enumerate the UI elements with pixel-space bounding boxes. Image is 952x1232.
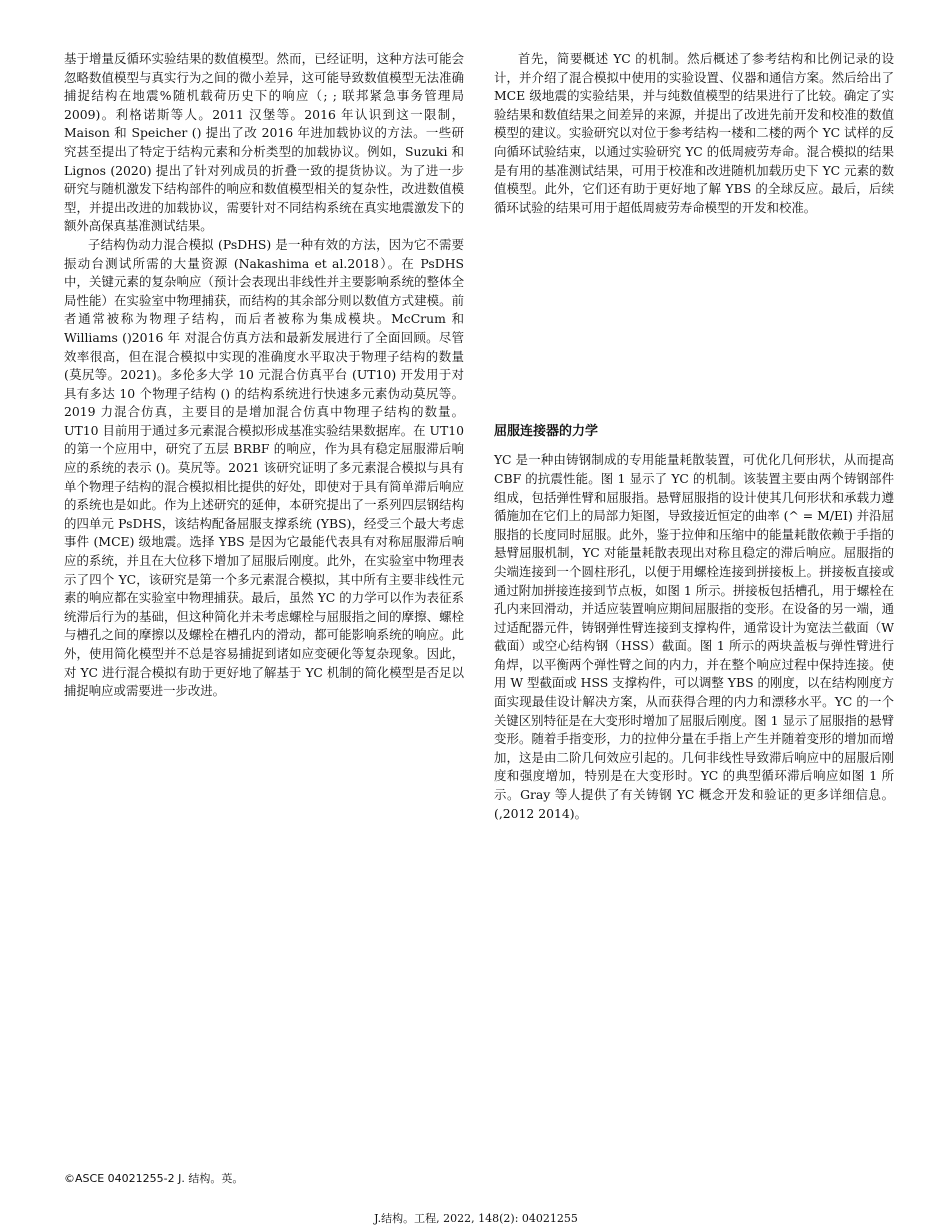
paragraph-overview: 首先，简要概述 YC 的机制。然后概述了参考结构和比例记录的设计，并介绍了混合模拟中使用的实验设置、仪器和通信方案。然后给出了 MCE 级地震的实验结果，并与纯数值模型的结果进行了比较。确定了实验结果和数值结果之间差异的来源，并提出了改进先前开发和校准的数值模型的建议。实验研究以对位于参考结构一楼和二楼的两个 YC 试样的反向循环试验结束，以通过实验研究 YC 的低周疲劳寿命。混合模拟的结果是有用的基准测试结果，可用于校准和改进随机加载历史下 YC 元素的数值模型。此外，它们还有助于更好地了解 YBS 的全球反应。最后，后续循环试验的结果可用于超低周疲劳寿命模型的开发和校准。 [494, 51, 894, 215]
paragraph-loading-protocols: 基于增量反循环实验结果的数值模型。然而，已经证明，这种方法可能会忽略数值模型与真实行为之间的微小差异，这可能导致数值模型无法准确捕捉结构在地震%随机载荷历史下的响应（; ; 联邦紧急事务管理局 2009)。利格诺斯等人。2011 汉堡等。2016 年认识到这一限制，Maison 和 Speicher () 提出了改 2016 年进加载协议的方法。一些研究甚至提出了特定于结构元素和分析类型的加载协议。例如，Suzuki 和 Lignos (2020) 提出了针对列成员的折叠一致的提货协议。为了进一步研究与随机激发下结构部件的响应和数值模型相关的复杂性，改进数值模型，并提出改进的加载协议，需要针对不同结构系统在真实地震激发下的额外高保真基准测试结果。 [64, 51, 464, 234]
footer-citation: J.结构。工程, 2022, 148(2): 04021255 [374, 1212, 578, 1225]
heading-gap [494, 441, 894, 451]
left-column [64, 50, 464, 701]
paragraph-psdhs: 子结构伪动力混合模拟 (PsDHS) 是一种有效的方法，因为它不需要振动台测试所需的大量资源 (Nakashima et al.2018）。在 PsDHS 中，关键元素的复杂响应（预计会表现出非线性并主要影响系统的整体全局性能）在实验室中物理捕获，而结构的其余部分则以数值方式建模。前者通常被称为物理子结构，而后者被称为集成模块。McCrum 和 Williams ()2016 年 对混合仿真方法和最新发展进行了全面回顾。尽管效率很高，但在混合模拟中实现的准确度水平取决于物理子结构的数量 (莫尻等。2021)。多伦多大学 10 元混合仿真平台 (UT10) 开发用于对具有多达 10 个物理子结构 () 的结构系统进行快速多元素伪动莫尻等。2019 力混合仿真，主要目的是增加混合仿真中物理子结构的数量。UT10 目前用于通过多元素混合模拟形成基准实验结果数据库。在 UT10 的第一个应用中，研究了五层 BRBF 的响应，作为具有稳定屈服滞后响应的系统的表示 ()。莫尻等。2021 该研究证明了多元素混合模拟与具有单个物理子结构的混合模拟相比提供的好处，即使对于具有简单滞后响应的系统也是如此。作为上述研究的延伸，本研究提出了一系列四层钢结构的四单元 PsDHS，该结构配备屈服支撑系统 (YBS)，经受三个最大考虑事件 (MCE) 级地震。选择 YBS 是因为它最能代表具有对称屈服滞后响应的系统，并且在大位移下增加了屈服后刚度。此外，在实验室中物理表示了四个 YC，该研究是第一个多元素混合模拟，其中所有主要非线性元素的响应都在实验室中物理捕获。最后，虽然 YC 的力学可以作为表征系统滞后行为的基础，但这种简化并未考虑螺栓与屈服指之间的摩擦、螺栓与槽孔之间的摩擦以及螺栓在槽孔内的滑动，都可能影响系统的响应。此外，使用简化模型并不总是容易捕捉到诸如应变硬化等复杂现象。因此，对 YC 进行混合模拟有助于更好地了解基于 YC 机制的简化模型是否足以捕捉响应或需要进一步改进。 [64, 236, 464, 699]
paragraph-yc-mechanics: YC 是一种由铸钢制成的专用能量耗散装置，可优化几何形状，从而提高 CBF 的抗震性能。图 1 显示了 YC 的机制。该装置主要由两个铸钢部件组成，包括弹性臂和屈服指。悬臂屈服指的设计使其几何形状和承载力遵循施加在它们上的局部力矩图，导致接近恒定的曲率 (^ = M/EI) 并沿屈服指的长度同时屈服。此外，鉴于拉伸和压缩中的能量耗散依赖于手指的悬臂屈服机制，YC 对能量耗散表现出对称且稳定的滞后响应。屈服指的尖端连接到一个圆柱形孔，以便于用螺栓连接到拼接板上。拼接板直接或通过附加拼接连接到节点板，如图 1 所示。拼接板包括槽孔，用于螺栓在孔内来回滑动，并适应装置响应期间屈服指的变形。在设备的另一端，通过适配器元件，铸钢弹性臂连接到支撑构件，通常设计为宽法兰截面（W 截面）或空心结构钢（HSS）截面。图 1 所示的两块盖板与弹性臂进行角焊，以平衡两个弹性臂之间的内力，并在整个响应过程中保持连接。使用 W 型截面或 HSS 支撑构件，可以调整 YBS 的刚度，以在结构刚度方面实现最佳设计解决方案，从而获得合理的内力和漂移水平。YC 的一个关键区别特征是在大变形时增加了屈服后刚度。图 1 显示了屈服指的悬臂变形。随着手指变形，力的拉伸分量在手指上产生并随着变形的增加而增加，这是由二阶几何效应引起的。几何非线性导致滞后响应中的屈服后刚度和强度增加，特别是在大变形时。YC 的典型循环滞后响应如图 1 所示。Gray 等人提供了有关铸钢 YC 概念开发和验证的更多详细信息。(,2012 2014)。 [494, 452, 894, 821]
right-column [494, 50, 894, 823]
column-gap [494, 217, 894, 423]
footer-copyright: ©ASCE 04021255-2 J. 结构。英。 [64, 1172, 244, 1185]
section-heading: 屈服连接器的力学 [494, 424, 599, 440]
